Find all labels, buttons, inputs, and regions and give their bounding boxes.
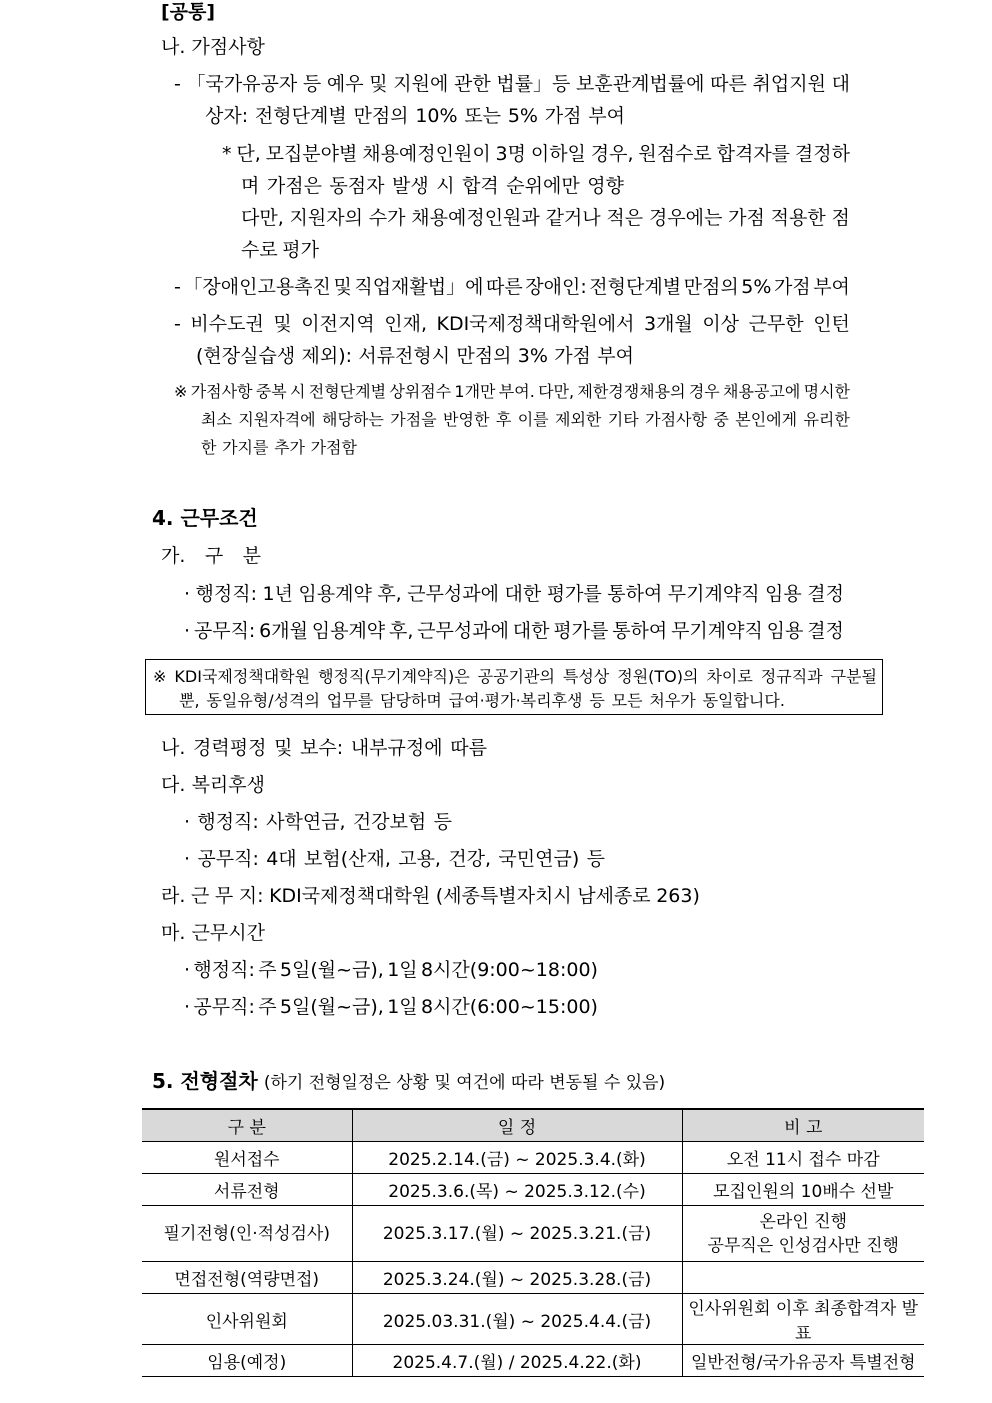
table-header-row: [142, 1109, 924, 1142]
period-cell: 2025.4.7.(월) / 2025.4.22.(화): [352, 1345, 682, 1377]
table-row: [142, 1174, 924, 1206]
period-cell: 2025.2.14.(금) ~ 2025.3.4.(화): [352, 1142, 682, 1174]
welfare-heading: 다. 복리후생: [161, 774, 265, 796]
table-row: [142, 1294, 924, 1345]
working-hours-heading: 마. 근무시간: [161, 922, 265, 944]
stage-cell: 필기전형(인·적성검사): [142, 1206, 352, 1262]
duplicate-note-line2: 최소 지원자격에 해당하는 가점을 반영한 후 이를 제외한 기타 가점사항 중 본인에게 유리한: [201, 410, 850, 429]
period-cell: 2025.3.17.(월) ~ 2025.3.21.(금): [352, 1206, 682, 1262]
note-cell: 인사위원회 이후 최종합격자 발표: [682, 1294, 924, 1345]
regional-bonus-line1: - 비수도권 및 이전지역 인재, KDI국제정책대학원에서 3개월 이상 근무한 인턴: [174, 313, 850, 335]
header-note: 비 고: [682, 1109, 924, 1142]
veterans-bonus-line2: 상자: 전형단계별 만점의 10% 또는 5% 가점 부여: [205, 105, 625, 127]
exception-line4: 수로 평가: [241, 239, 319, 261]
salary-line: 나. 경력평정 및 보수: 내부규정에 따름: [161, 737, 487, 759]
table-row: [142, 1206, 924, 1262]
regional-bonus-line2: (현장실습생 제외): 서류전형시 만점의 3% 가점 부여: [196, 345, 634, 367]
workplace-line: 라. 근 무 지: KDI국제정책대학원 (세종특별자치시 남세종로 263): [161, 885, 700, 907]
note-cell: [682, 1206, 924, 1262]
section5-header: [152, 1069, 665, 1095]
note-line2: 공무직은 인성검사만 진행: [707, 1235, 899, 1256]
period-cell: 2025.3.6.(목) ~ 2025.3.12.(수): [352, 1174, 682, 1206]
stage-cell: 서류전형: [142, 1174, 352, 1206]
classification-heading: 가. 구 분: [161, 545, 261, 567]
exception-line2: 며 가점은 동점자 발생 시 합격 순위에만 영향: [241, 175, 624, 197]
equal-treatment-line1: ※ KDI국제정책대학원 행정직(무기계약직)은 공공기관의 특성상 정원(TO)의 차이로 정규직과 구분될: [153, 667, 877, 686]
exception-line3: 다만, 지원자의 수가 채용예정인원과 같거나 적은 경우에는 가점 적용한 점: [241, 207, 850, 229]
public-contract-item: · 공무직: 6개월 임용계약 후, 근무성과에 대한 평가를 통하여 무기계약직 임용 결정: [184, 620, 844, 642]
admin-hours-item: · 행정직: 주 5일(월~금), 1일 8시간(9:00~18:00): [184, 959, 598, 981]
disability-bonus-line: - 「장애인고용촉진 및 직업재활법」에 따른 장애인: 전형단계별 만점의 5% 가점 부여: [174, 276, 850, 298]
common-label: [공통]: [161, 1, 216, 23]
header-stage: 구 분: [142, 1109, 352, 1142]
duplicate-note-line1: ※ 가점사항 중복 시 전형단계별 상위점수 1개만 부여. 다만, 제한경쟁채용의 경우 채용공고에 명시한: [174, 382, 850, 401]
exception-line1: * 단, 모집분야별 채용예정인원이 3명 이하일 경우, 원점수로 합격자를 결정하: [222, 143, 850, 165]
table-row: [142, 1262, 924, 1294]
admin-contract-item: · 행정직: 1년 임용계약 후, 근무성과에 대한 평가를 통하여 무기계약직 임용 결정: [184, 583, 844, 605]
section5-subtitle: (하기 전형일정은 상황 및 여건에 따라 변동될 수 있음): [263, 1073, 666, 1093]
stage-cell: 임용(예정): [142, 1345, 352, 1377]
note-cell: 오전 11시 접수 마감: [682, 1142, 924, 1174]
equal-treatment-line2: 뿐, 동일유형/성격의 업무를 담당하며 급여·평가·복리후생 등 모든 처우가 동일합니다.: [179, 691, 785, 710]
stage-cell: 면접전형(역량면접): [142, 1262, 352, 1294]
public-hours-item: · 공무직: 주 5일(월~금), 1일 8시간(6:00~15:00): [184, 996, 598, 1018]
note-line1: 온라인 진행: [759, 1211, 847, 1232]
schedule-table: [142, 1108, 924, 1377]
period-cell: 2025.3.24.(월) ~ 2025.3.28.(금): [352, 1262, 682, 1294]
note-cell: [682, 1262, 924, 1294]
bonus-points-heading: 나. 가점사항: [161, 36, 265, 58]
stage-cell: 원서접수: [142, 1142, 352, 1174]
section4-title: 4. 근무조건: [152, 506, 258, 530]
table-row: [142, 1142, 924, 1174]
table-row: [142, 1345, 924, 1377]
admin-welfare-item: · 행정직: 사학연금, 건강보험 등: [184, 811, 452, 833]
public-welfare-item: · 공무직: 4대 보험(산재, 고용, 건강, 국민연금) 등: [184, 848, 605, 870]
section5-title: 5. 전형절차: [152, 1069, 258, 1093]
header-period: 일 정: [352, 1109, 682, 1142]
note-cell: 일반전형/국가유공자 특별전형: [682, 1345, 924, 1377]
note-cell: 모집인원의 10배수 선발: [682, 1174, 924, 1206]
duplicate-note-line3: 한 가지를 추가 가점함: [201, 438, 357, 457]
period-cell: 2025.03.31.(월) ~ 2025.4.4.(금): [352, 1294, 682, 1345]
veterans-bonus-line1: - 「국가유공자 등 예우 및 지원에 관한 법률」등 보훈관계법률에 따른 취업지원 대: [174, 73, 850, 95]
stage-cell: 인사위원회: [142, 1294, 352, 1345]
